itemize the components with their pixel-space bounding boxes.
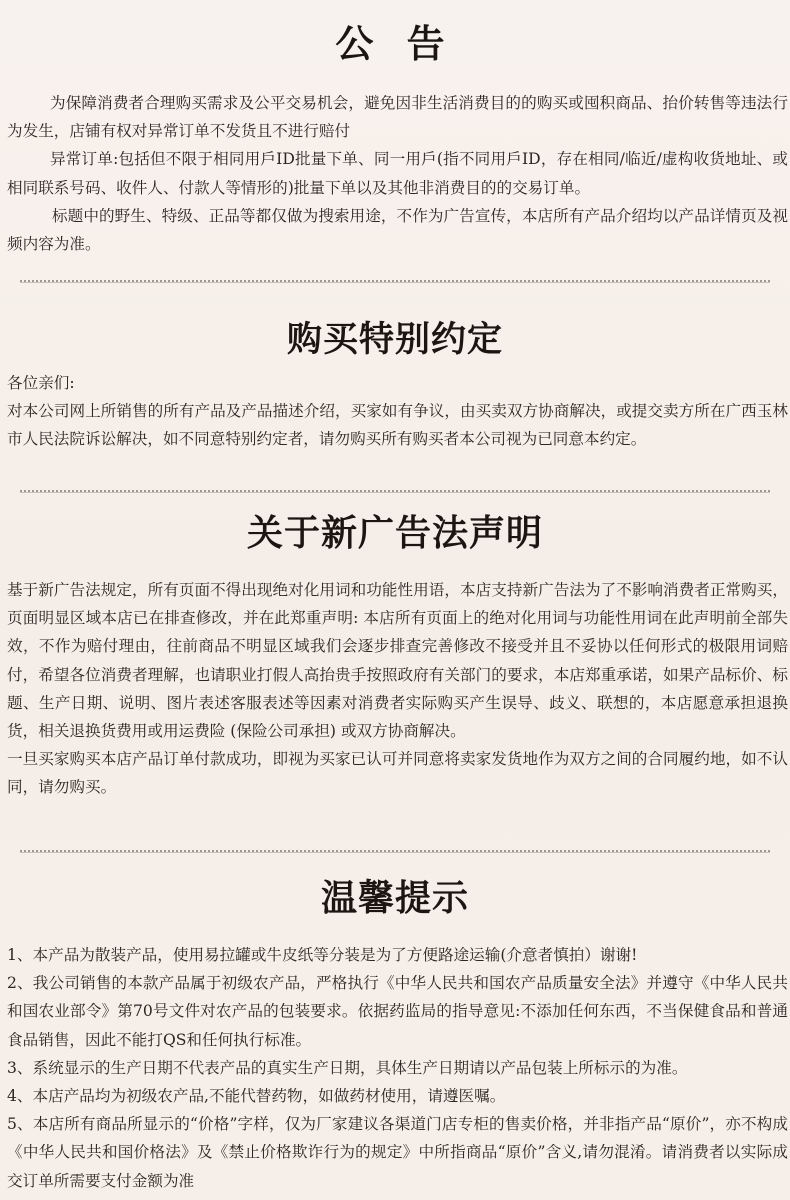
- section-divider: [20, 850, 770, 853]
- notice-paragraph: 标题中的野生、特级、正品等都仅做为搜索用途，不作为广告宣传，本店所有产品介绍均以产品详情页及视频内容为准。: [7, 206, 788, 254]
- notice-paragraph: 为保障消费者合理购买需求及公平交易机会，避免因非生活消费目的的购买或囤积商品、抬价转售等违法行为发生，店铺有权对异常订单不发货且不进行赔付: [7, 94, 788, 141]
- section-divider: [20, 280, 770, 283]
- tips-title: 温馨提示: [320, 877, 469, 919]
- notice-paragraph: 异常订单:包括但不限于相同用戶ID批量下单、同一用戶(指不同用戶ID，存在相同/临近/虚构收货地址、或相同联系号码、收件人、付款人等情形的)批量下单以及其他非消费目的的交易订单。: [7, 150, 788, 197]
- tip-item: 5、本店所有商品所显示的“价格”字样，仅为厂家建议各渠道门店专柜的售卖价格，并非指产品“原价”，亦不构成《中华人民共和国价格法》及《禁止价格欺诈行为的规定》中所指商品“原价”含义,请勿混淆。请消费者以实际成交订单所需要支付金额为准: [7, 1115, 788, 1190]
- ad-law-paragraph: 基于新广告法规定，所有页面不得出现绝对化用词和功能性用语，本店支持新广告法为了不影响消费者正常购买，页面明显区域本店已在排查修改，并在此郑重声明: 本店所有页面上的绝对化用词与功能性用词在此声明前全部失效，不作为赔付理由，往前商品不明显区域我们会逐步排查完善修改不接受并且不妥协以任何形式的极限用词赔付，希望各位消费者理解，也请职业打假人高抬贵手按照政府有关部门的要求，本店郑重承诺，如果产品标价、标题、生产日期、说明、图片表述客服表述等因素对消费者实际购买产生误导、歧义、联想的，本店愿意承担退换货，相关退换货费用或用运费险 (保险公司承担) 或双方协商解决。: [7, 581, 788, 741]
- notice-body: [7, 89, 788, 258]
- agreement-body: [7, 369, 788, 454]
- agreement-paragraph: 各位亲们:: [7, 374, 75, 392]
- agreement-title: 购买特别约定: [286, 319, 503, 360]
- tips-body: [7, 941, 788, 1195]
- tip-item: 1、本产品为散装产品，使用易拉罐或牛皮纸等分装是为了方便路途运输(介意者慎拍）谢谢!: [7, 946, 638, 964]
- notice-title: 公 告: [335, 21, 455, 66]
- agreement-paragraph: 对本公司网上所销售的所有产品及产品描述介绍，买家如有争议，由买卖双方协商解决，或提交卖方所在广西玉林市人民法院诉讼解决，如不同意特别约定者，请勿购买所有购买者本公司视为已同意本约定。: [7, 402, 788, 449]
- ad-law-body: [7, 576, 788, 802]
- tip-item: 2、我公司销售的本款产品属于初级农产品，严格执行《中华人民共和国农产品质量安全法》并遵守《中华人民共和国农业部令》第70号文件对农产品的包装要求。依据药监局的指导意见:不添加任何东西，不当保健食品和普通食品销售，因此不能打QS和任何执行标准。: [7, 974, 788, 1049]
- tip-item: 3、系统显示的生产日期不代表产品的真实生产日期，具体生产日期请以产品包装上所标示的为准。: [7, 1058, 688, 1077]
- tip-item: 4、本店产品均为初级农产品,不能代替药物，如做药材使用，请遵医嘱。: [7, 1087, 506, 1106]
- ad-law-paragraph: 一旦买家购买本店产品订单付款成功，即视为买家已认可并同意将卖家发货地作为双方之间的合同履约地，如不认同，请勿购买。: [7, 750, 788, 797]
- section-divider: [20, 490, 770, 493]
- ad-law-title: 关于新广告法声明: [246, 512, 543, 554]
